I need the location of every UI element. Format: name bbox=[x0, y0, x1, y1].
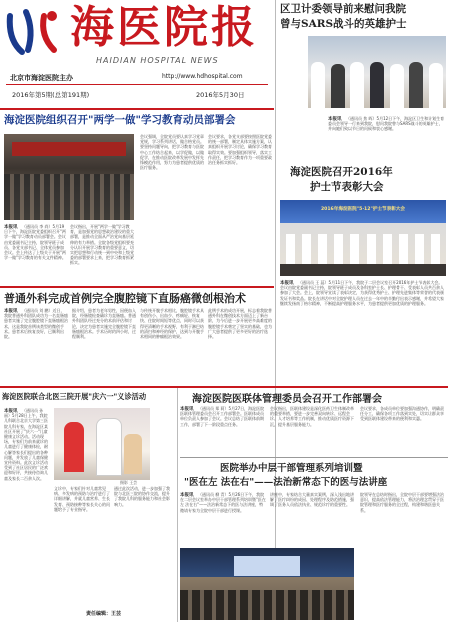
nurses-day-headline-1: 海淀医院召开2016年 bbox=[290, 166, 393, 178]
management-article bbox=[180, 388, 448, 456]
issue-number: 2016年第5期(总第191期) bbox=[12, 91, 90, 99]
issue-date: 2016年5月30日 bbox=[196, 91, 245, 99]
childrens-day-headline: 海淀医院联合北医三院开展"庆六一"义诊活动 bbox=[2, 392, 147, 401]
surgery-col3: 与传统开腹手术相比，腹腔镜手术具有创伤小、出血少、疼痛轻、恢复快、住院时间短等优点，同时可以获得更清晰的手术视野，有利于淋巴结的清扫和神经的保护，达到与开腹手术相同的肿瘤根治效果。 bbox=[140, 308, 204, 340]
management-col1: （通讯员 郑 莉）5月27日，海淀医院医联体管理委员会召开工作部署会。医联体成员单位负责人参加了会议。会议总结了医联体前期工作，部署了下一阶段重点任务。 bbox=[180, 406, 265, 427]
top-right-article bbox=[280, 0, 448, 180]
photo-caption: 摄影 王芸 bbox=[120, 480, 138, 485]
management-byline: 本报讯 bbox=[180, 407, 194, 412]
management-col3: 会议要求，各成员单位要加强沟通协作，明确责任分工，确保各项工作落到实处，切实让群众享受到医联体建设带来的便利和实惠。 bbox=[360, 406, 444, 422]
law-training-byline: 本报讯 bbox=[180, 493, 194, 498]
surgery-col1: （通讯员 刘 鹏）近日，我院普通外科团队成功为一名直肠癌患者实施了完全腹腔镜下直肠癌根治术，这是我院首例该类型的微创手术。患者术后恢复良好，已顺利出院。 bbox=[4, 308, 68, 340]
masthead bbox=[0, 0, 272, 108]
surgery-col2: 据介绍，患者为老年男性，因便血入院，经肠镜检查确诊为直肠癌。普通外科团队经过充分的术前评估和讨论，决定为患者实施完全腹腔镜下直肠癌根治术。手术历时约四小时，过程顺利。 bbox=[72, 308, 136, 340]
childrens-day-col3: 通过此次活动，进一步加强了我院与北医三院的协作交流，提升了我院儿科的服务能力和社会影响力。 bbox=[114, 486, 170, 507]
surgery-headline: 普通外科完成首例完全腹腔镜下直肠癌微创根治术 bbox=[4, 292, 246, 305]
surgery-col4: 此例手术的成功开展，标志着我院普通外科在微创技术方面迈上了新台阶，为今后进一步开展更多高难度的腹腔镜手术奠定了坚实的基础，也为广大患者提供了更多更好的治疗选择。 bbox=[208, 308, 272, 340]
law-training-headline-2: "医在左 法在右"——法治新常态下的医与法讲座 bbox=[184, 477, 388, 488]
law-training-article bbox=[180, 458, 448, 624]
surgery-byline: 本报讯 bbox=[4, 309, 18, 314]
law-training-col3: 院领导在总结时指出，全院中层干部要增强法治意识，提高依法管理能力，将法治理念贯穿于医院管理和医疗服务的全过程，构建和谐医患关系。 bbox=[360, 492, 444, 513]
nurses-day-byline: 本报讯 bbox=[280, 281, 294, 286]
main-article-headline: 海淀医院组织召开"两学一做"学习教育动员部署会 bbox=[4, 114, 236, 126]
main-article-col3: 会议强调，全院党员要认真学习党章党规，学习系列讲话，做合格党员。要坚持问题导向，把学习教育与医院中心工作结合起来，以学促做，以做促学，在推动医院改革发展中发挥先锋模范作用，努力为患者提供优质的医疗服务。 bbox=[140, 134, 204, 171]
lecture-photo bbox=[180, 548, 354, 620]
website-link[interactable]: http://www.hdhospital.com bbox=[162, 73, 243, 80]
management-col2: 会议指出，医联体建设是深化医药卫生体制改革的重要举措，要进一步完善双向转诊、远程会诊、人才培养等工作机制，推动优质医疗资源下沉，提升基层服务能力。 bbox=[270, 406, 354, 427]
hospital-logo-icon bbox=[4, 6, 64, 56]
top-right-headline-2: 曾与SARS战斗的英雄护士 bbox=[280, 18, 407, 30]
party-meeting-photo bbox=[4, 134, 134, 220]
masthead-subtitle: HAIDIAN HOSPITAL NEWS bbox=[96, 56, 219, 65]
surgery-article bbox=[0, 288, 274, 384]
sponsor-line: 北京市海淀医院主办 bbox=[10, 74, 73, 82]
main-article bbox=[0, 110, 274, 285]
childrens-day-byline: 本报讯 bbox=[4, 409, 18, 414]
main-article-col2: 会议指出，开展"两学一做"学习教育，是加强党的思想政治建设的重大部署，是推动全面从严治党向基层延伸的有力举措。全院各级党组织要充分认识开展学习教育的重要意义，切实把思想和行动统一到中央和上级党委的部署要求上来，把学习教育抓紧抓实。 bbox=[70, 224, 134, 266]
management-headline: 海淀医院医联体管理委员会召开工作部署会 bbox=[192, 394, 382, 405]
childrens-day-col2: 义诊中，专家们针对儿童常见病、多发病的预防与治疗进行了详细讲解，并就儿童营养、生长发育、预防接种等家长关心的问题给予了专业指导。 bbox=[54, 486, 110, 512]
masthead-title: 海医院报 bbox=[70, 2, 258, 53]
main-article-col4: 会议要求，各党支部要按照医院党委的统一部署，制定具体实施方案，认真组织开展学习讨论，确保学习教育取得实效。要加强组织领导，落实工作责任，把学习教育作为一项重要政治任务抓实抓好。 bbox=[208, 134, 272, 166]
main-article-col1: （通讯员 李 尚）5月19日下午，海淀医院党委组织召开"两学一做"学习教育动员部署会。会议由党委副书记主持，院领导班子成员、各党支部书记、全体党员参加会议。会上传达了上级关于开展"两学一做"学习教育的有关文件精神。 bbox=[4, 224, 66, 261]
law-training-col1: （通讯员 柳 青）5月26日下午，我院在二层会议室举办中层干部管理系列培训暨"医在左 法在右"——法治新常态下的医与法讲座，特邀请专家为全院中层干部进行授课。 bbox=[180, 492, 266, 513]
nurses-day-headline-2: 护士节表彰大会 bbox=[310, 181, 384, 193]
law-training-headline-1: 医院举办中层干部管理系列培训暨 bbox=[220, 463, 363, 474]
editor-credit: 责任编辑：王芸 bbox=[86, 611, 122, 617]
childrens-day-body: （通讯员 孙 丽）5月28日上午，我院儿科联合北京大学第三医院儿科专家，在海淀区某社区开展了"庆六一"儿童健康义诊活动。活动现场，专家们为前来就诊的儿童进行了健康体检，耐心解答家长们提出的各种问题，并发放了儿童保健宣传资料。此次义诊活动受到了社区居民的广泛欢迎和好评，共接待咨询儿童及家长二百余人次。 bbox=[4, 408, 48, 481]
top-right-body: （通讯员 焦 晖）5月12日下午，海淀区卫生和计划生育委员会领导一行来到我院，慰问我院曾与SARS战斗的英雄护士，并向她们致以节日的问候和衷心感谢。 bbox=[328, 116, 445, 132]
clinic-photo bbox=[54, 408, 150, 480]
nurses-group-photo bbox=[308, 36, 446, 108]
nurses-day-body: （通讯员 王 蕊）5月11日下午，我院于二层会议室召开2016年护士节表彰大会。会议由院党委副书记主持，院领导班子成员及各科室护士长、护理骨干、受表彰人员共百余人参加了大会。会上，院领导宣读了表彰决定，为获得优秀护士、护理先进集体等荣誉的代表颁发证书和奖品。院长在讲话中对全院护理人员在过去一年中的辛勤付出表示感谢，并希望大家继续发扬南丁格尔精神，不断提高护理服务水平，为患者提供更加优质的护理服务。 bbox=[280, 280, 444, 306]
top-right-headline-1: 区卫计委领导前来慰问我院 bbox=[280, 3, 406, 15]
top-right-byline: 本报讯 bbox=[328, 117, 342, 122]
nurses-day-photo-banner: 2016年海淀医院"5·12"护士节表彰大会 bbox=[320, 207, 406, 212]
law-training-col2: 讲座中，专家结合大量真实案例，深入浅出地讲解了医疗纠纷的成因、处理程序及防范措施，强调了医务人员依法执业、规范诊疗的重要性。 bbox=[270, 492, 354, 508]
childrens-day-article bbox=[0, 388, 176, 624]
nurses-day-photo bbox=[280, 200, 446, 276]
main-article-byline: 本报讯 bbox=[4, 225, 18, 230]
